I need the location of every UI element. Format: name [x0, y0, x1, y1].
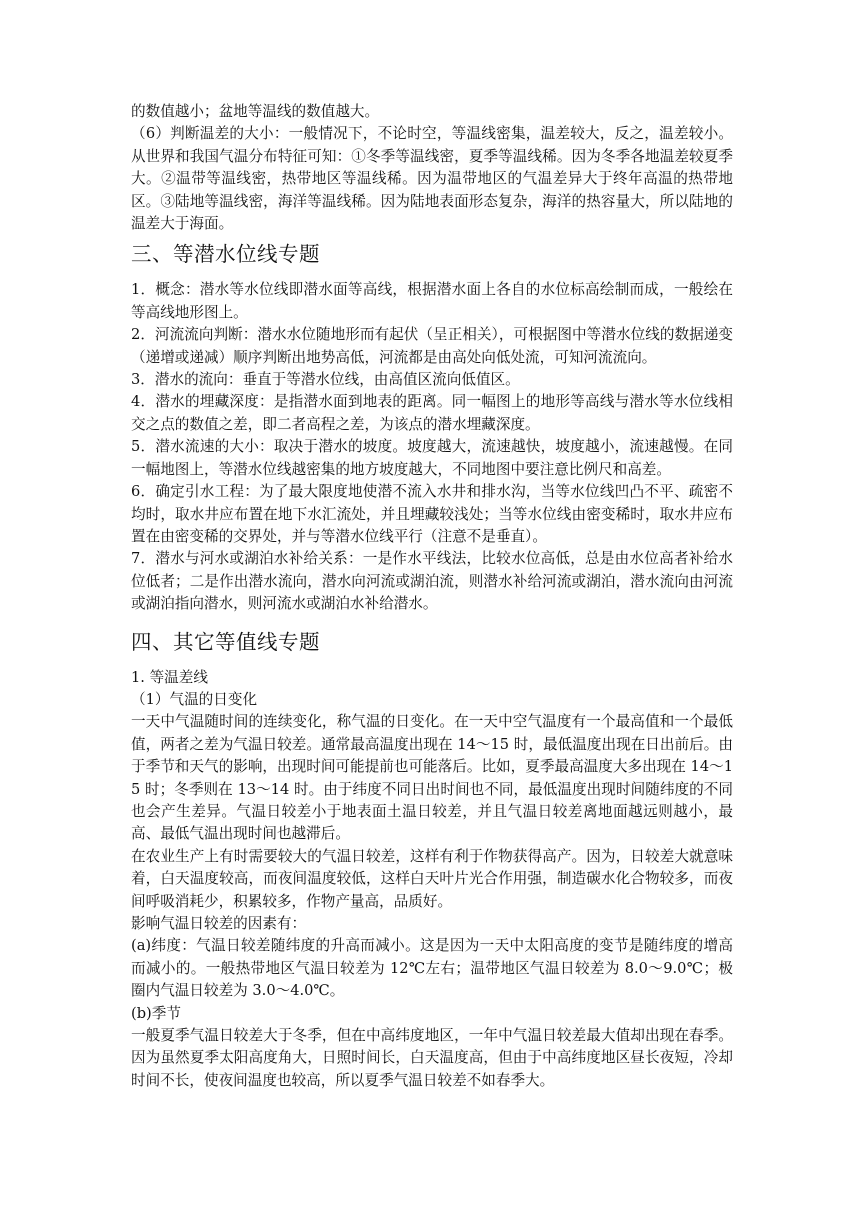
- paragraph-3-7: 7．潜水与河水或湖泊水补给关系：一是作水平线法，比较水位高低，总是由水位高者补给水位低者；二是作出潜水流向，潜水向河流或湖泊流，则潜水补给河流或湖泊，潜水流向由河流或湖泊指向潜水，则河流水或湖泊水补给潜水。: [131, 550, 733, 613]
- paragraph-3-2: 2．河流流向判断：潜水水位随地形而有起伏（呈正相关），可根据图中等潜水位线的数据递变（递增或递减）顺序判断出地势高低，河流都是由高处向低处流，可知河流流向。: [131, 326, 733, 366]
- paragraph-3-3: 3．潜水的流向：垂直于等潜水位线，由高值区流向低值区。: [131, 371, 520, 389]
- paragraph-latitude: (a)纬度：气温日较差随纬度的升高而减小。这是因为一天中太阳高度的变节是随纬度的增高而减小的。一般热带地区气温日较差为 12℃左右；温带地区气温日较差为 8.0～9.0℃；极圈内气温日较差为 3.0～4.0℃。: [131, 937, 733, 1000]
- paragraph-3-6: 6．确定引水工程：为了最大限度地使潜不流入水井和排水沟，当等水位线凹凸不平、疏密不均时，取水井应布置在地下水汇流处，并且埋藏较浅处；当等水位线由密变稀时，取水井应布置在由密变稀的交界处，并与等潜水位线平行（注意不是垂直）。: [131, 483, 733, 545]
- paragraph-3-4: 4．潜水的埋藏深度：是指潜水面到地表的距离。同一幅图上的地形等高线与潜水等水位线相交之点的数值之差，即二者高程之差，为该点的潜水埋藏深度。: [131, 393, 733, 433]
- paragraph-3-1: 1．概念：潜水等水位线即潜水面等高线，根据潜水面上各自的水位标高绘制而成，一般绘在等高线地形图上。: [131, 281, 733, 321]
- paragraph-intro-end: 的数值越小；盆地等温线的数值越大。: [131, 103, 380, 120]
- section-heading-4: 四、其它等值线专题: [131, 629, 320, 654]
- paragraph-agriculture: 在农业生产上有时需要较大的气温日较差，这样有利于作物获得高产。因为，日较差大就意味着，白天温度较高，而夜间温度较低，这样白天叶片光合作用强，制造碳水化合物较多，而夜间呼吸消耗少，积累较多，作物产量高，品质好。: [131, 847, 733, 910]
- paragraph-3-5: 5．潜水流速的大小：取决于潜水的坡度。坡度越大，流速越快，坡度越小，流速越慢。在同一幅地图上，等潜水位线越密集的地方坡度越大，不同地图中要注意比例尺和高差。: [131, 438, 733, 478]
- subheading-4-1-1: （1）气温的日变化: [131, 690, 258, 708]
- paragraph-season: 一般夏季气温日较差大于冬季，但在中高纬度地区，一年中气温日较差最大值却出现在春季。因为虽然夏季太阳高度角大，日照时间长，白天温度高，但由于中高纬度地区昼长夜短，冷却时间不长，使夜间温度也较高，所以夏季气温日较差不如春季大。: [131, 1027, 733, 1089]
- paragraph-temperature-difference: （6）判断温差的大小：一般情况下，不论时空，等温线密集，温差较大，反之，温差较小。从世界和我国气温分布特征可知：①冬季等温线密，夏季等温线稀。因为冬季各地温差较夏季大。②温带等温线密，热带地区等温线稀。因为温带地区的气温差异大于终年高温的热带地区。③陆地等温线密，海洋等温线稀。因为陆地表面形态复杂，海洋的热容量大，所以陆地的温差大于海面。: [131, 125, 733, 233]
- section-heading-3: 三、等潜水位线专题: [131, 242, 320, 267]
- subheading-4-1: 1. 等温差线: [131, 668, 208, 686]
- document-body: [131, 101, 733, 1092]
- paragraph-daily-change: 一天中气温随时间的连续变化，称气温的日变化。在一天中空气温度有一个最高值和一个最低值，两者之差为气温日较差。通常最高温度出现在 14～15 时，最低温度出现在日出前后。由于季节和天气的影响，出现时间可能提前也可能落后。比如，夏季最高温度大多出现在 14～15 时；冬季则在 13～14 时。由于纬度不同日出时间也不同，最低温度出现时间随纬度的不同也会产生差异。气温日较差小于地表面土温日较差，并且气温日较差离地面越远则越小，最高、最低气温出现时间也越滞后。: [131, 713, 733, 843]
- paragraph-season-title: (b)季节: [131, 1004, 181, 1022]
- paragraph-factors: 影响气温日较差的因素有：: [131, 915, 307, 932]
